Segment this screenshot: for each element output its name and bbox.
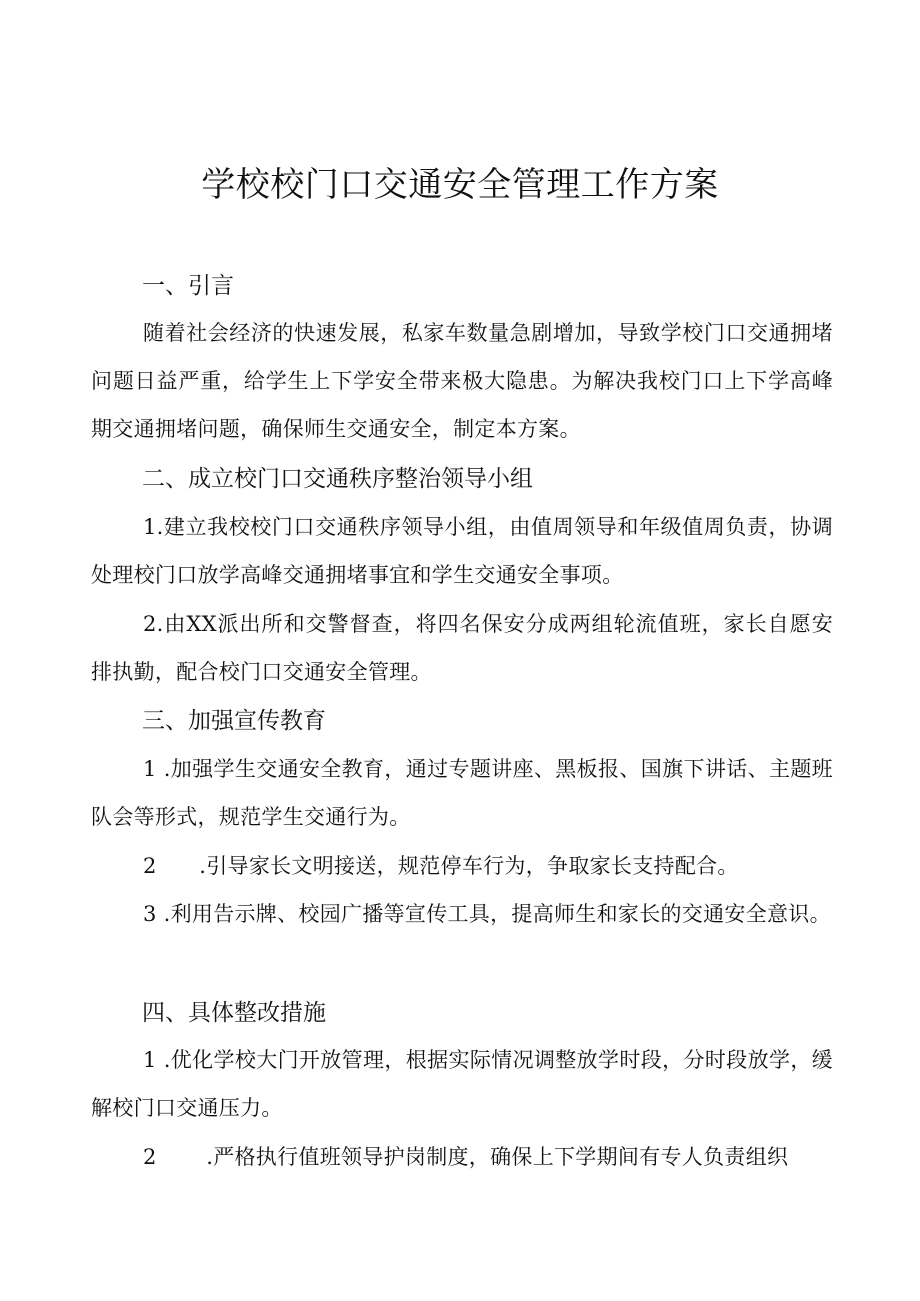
section-heading-leadership-group: 二、成立校门口交通秩序整治领导小组 — [142, 466, 533, 492]
section-heading-rectification-measures: 四、具体整改措施 — [142, 1000, 326, 1026]
section-heading-introduction: 一、引言 — [142, 273, 234, 299]
paragraph-measures-item-1: 1 .优化学校大门开放管理，根据实际情况调整放学时段，分时段放学，缓解校门口交通压力。 — [91, 1048, 833, 1120]
paragraph-leadership-item-2: 2.由XX派出所和交警督查，将四名保安分成两组轮流值班，家长自愿安排执勤，配合校门口交通安全管理。 — [91, 612, 833, 684]
section-heading-publicity-education: 三、加强宣传教育 — [142, 708, 326, 734]
paragraph-publicity-item-3: 3 .利用告示牌、校园广播等宣传工具，提高师生和家长的交通安全意识。 — [143, 902, 831, 926]
paragraph-measures-item-2: 2 .严格执行值班领导护岗制度，确保上下学期间有专人负责组织 — [143, 1145, 789, 1169]
paragraph-publicity-item-2: 2 .引导家长文明接送，规范停车行为，争取家长支持配合。 — [143, 854, 739, 878]
paragraph-leadership-item-1: 1.建立我校校门口交通秩序领导小组，由值周领导和年级值周负责，协调处理校门口放学高峰交通拥堵事宜和学生交通安全事项。 — [91, 515, 833, 587]
document-title: 学校校门口交通安全管理工作方案 — [201, 165, 719, 205]
paragraph-introduction: 随着社会经济的快速发展，私家车数量急剧增加，导致学校门口交通拥堵问题日益严重，给学生上下学安全带来极大隐患。为解决我校门口上下学高峰期交通拥堵问题，确保师生交通安全，制定本方案。 — [91, 321, 833, 441]
paragraph-publicity-item-1: 1 .加强学生交通安全教育，通过专题讲座、黑板报、国旗下讲话、主题班队会等形式，规范学生交通行为。 — [91, 757, 833, 829]
